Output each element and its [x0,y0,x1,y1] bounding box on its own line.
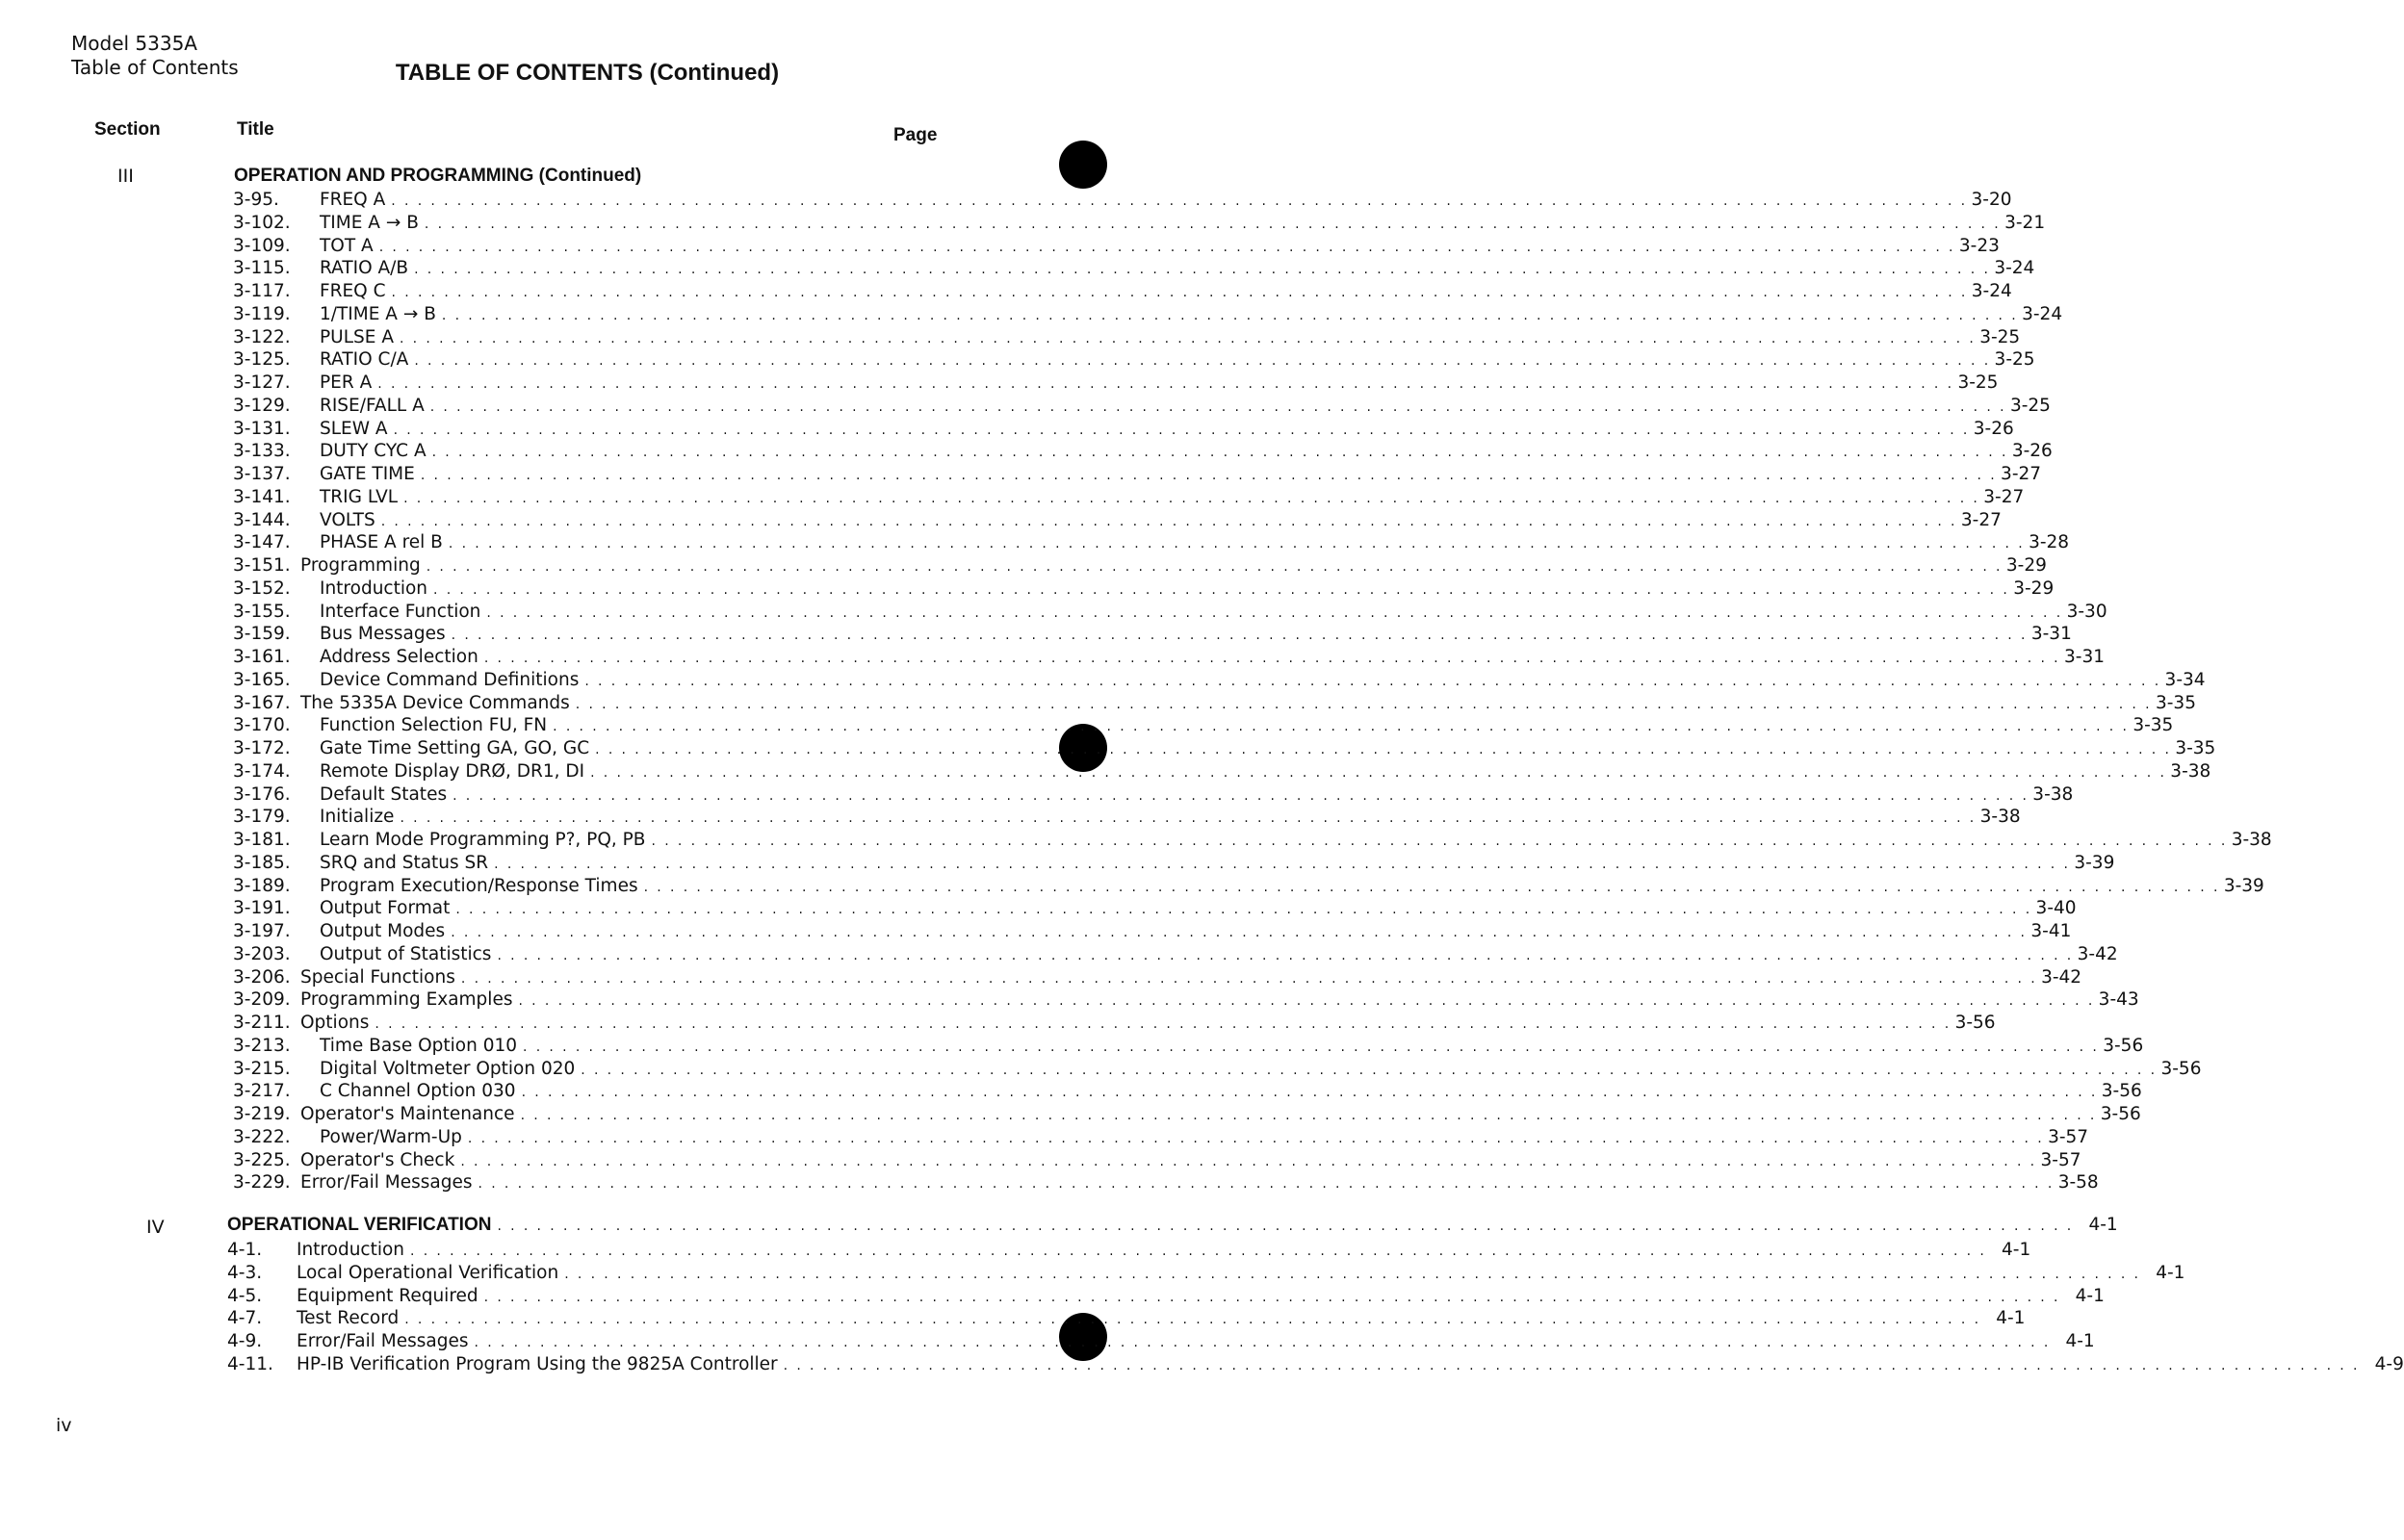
toc-row [233,372,1999,396]
entry-title: GATE TIME [320,464,415,484]
paragraph-number: 3-159. [233,624,291,645]
paragraph-number: 3-131. [233,418,291,439]
document-subtitle: Table of Contents [71,56,239,79]
toc-row [233,441,2053,464]
paragraph-number: 3-137. [233,464,291,484]
paragraph-number: 3-206. [233,966,291,988]
paragraph-number: 3-217. [233,1081,291,1102]
toc-row [233,1035,2144,1059]
entry-page: 3-27 [1960,509,2002,530]
toc-row [233,715,2174,738]
toc-row [233,943,2118,967]
entry-title: Power/Warm-Up [320,1126,462,1147]
dot-leader: . . . . . . . . . . . . . . . . . . . . . . . . . . . . . . . . . . . . . . . . . . . . . . . . . . . . . . . . . . . . . . . . . . . . . . . . . . . . . . . . . . . . . . . . . . . . . . . . . . . . . . . . . . . . . . . . . . . . . . . . [643,879,2220,895]
paragraph-number: 3-109. [233,235,291,256]
entry-page: 3-30 [2066,601,2107,622]
paragraph-number: 3-181. [233,830,291,850]
entry-title: TOT A [320,235,374,256]
entry-title: RISE/FALL A [320,395,425,416]
entry-page: 3-29 [2013,578,2055,599]
section-heading: OPERATIONAL VERIFICATION [227,1215,492,1235]
entry-title: 1/TIME A → B [320,303,436,324]
toc-row [227,1285,2105,1309]
toc-row [233,190,2012,213]
entry-page: 3-31 [2030,624,2072,645]
section-heading: OPERATION AND PROGRAMMING (Continued) [234,166,642,186]
entry-title: Default States [320,783,448,805]
toc-row [233,303,2063,327]
dot-leader: . . . . . . . . . . . . . . . . . . . . . . . . . . . . . . . . . . . . . . . . . . . . . . . . . . . . . . . . . . . . . . . . . . . . . . . . . . . . . . . . . . . . . . . . . . . . . . . . . . . . . . . . . . . . . . . . . . . . . . . . [783,1357,2360,1373]
entry-title: FREQ A [320,190,386,210]
toc-row [233,555,2047,578]
dot-leader: . . . . . . . . . . . . . . . . . . . . . . . . . . . . . . . . . . . . . . . . . . . . . . . . . . . . . . . . . . . . . . . . . . . . . . . . . . . . . . . . . . . . . . . . . . . . . . . . . . . . . . . . . . . . . . . . . . . . . . . . [451,925,2028,940]
paragraph-number: 4-3. [227,1262,263,1283]
entry-title: RATIO A/B [320,258,409,279]
entry-title: Programming [300,555,421,576]
section-number: IV [146,1217,165,1238]
toc-row [233,624,2072,647]
paragraph-number: 3-125. [233,349,291,371]
entry-title: Operator's Check [300,1149,455,1170]
toc-row [233,1172,2099,1195]
dot-leader: . . . . . . . . . . . . . . . . . . . . . . . . . . . . . . . . . . . . . . . . . . . . . . . . . . . . . . . . . . . . . . . . . . . . . . . . . . . . . . . . . . . . . . . . . . . . . . . . . . . . . . . . . . . . . . . . . . . . . . . . [455,902,2032,918]
entry-page: 3-27 [1983,486,2025,507]
paragraph-number: 3-174. [233,760,291,782]
toc-row [233,258,2035,281]
entry-page: 3-25 [2009,395,2051,416]
toc-row [233,1126,2089,1150]
entry-page: 3-25 [1979,326,2021,347]
paragraph-number: 3-119. [233,303,291,324]
binder-hole-mark [1059,141,1107,189]
entry-page: 3-24 [1971,281,2012,301]
entry-page: 3-35 [2155,692,2196,713]
dot-leader: . . . . . . . . . . . . . . . . . . . . . . . . . . . . . . . . . . . . . . . . . . . . . . . . . . . . . . . . . . . . . . . . . . . . . . . . . . . . . . . . . . . . . . . . . . . . . . . . . . . . . . . . . . . . . . . . . . . . . . . . [518,993,2095,1010]
toc-row [233,1081,2142,1104]
dot-leader: . . . . . . . . . . . . . . . . . . . . . . . . . . . . . . . . . . . . . . . . . . . . . . . . . . . . . . . . . . . . . . . . . . . . . . . . . . . . . . . . . . . . . . . . . . . . . . . . . . . . . . . . . . . . . . . . . . . . . . . . [478,1176,2055,1193]
toc-row [233,830,2272,853]
entry-title: Output Format [320,898,451,919]
dot-leader: . . . . . . . . . . . . . . . . . . . . . . . . . . . . . . . . . . . . . . . . . . . . . . . . . . . . . . . . . . . . . . . . . . . . . . . . . . . . . . . . . . . . . . . . . . . . . . . . . . . . . . . . . . . . . . . . . . . . . . . . [460,1153,2037,1169]
entry-page: 3-41 [2030,921,2072,941]
paragraph-number: 3-191. [233,898,291,919]
entry-page: 3-42 [2077,943,2118,964]
dot-leader: . . . . . . . . . . . . . . . . . . . . . . . . . . . . . . . . . . . . . . . . . . . . . . . . . . . . . . . . . . . . . . . . . . . . . . . . . . . . . . . . . . . . . . . . . . . . . . . . . . . . . . . . . . . . . . . . . . . . . . . . [378,239,1955,255]
paragraph-number: 3-222. [233,1126,291,1147]
toc-row [233,692,2196,716]
paragraph-number: 3-141. [233,486,291,507]
toc-row [233,921,2072,944]
entry-page: 3-56 [2103,1035,2144,1056]
section-page: 4-1 [2088,1215,2118,1235]
entry-page: 3-56 [2160,1058,2202,1079]
entry-title: Output of Statistics [320,943,492,964]
paragraph-number: 3-219. [233,1104,291,1124]
toc-row [233,486,2025,510]
toc-row [233,509,2002,533]
entry-page: 3-31 [2064,647,2106,667]
paragraph-number: 3-133. [233,441,291,462]
dot-leader: . . . . . . . . . . . . . . . . . . . . . . . . . . . . . . . . . . . . . . . . . . . . . . . . . . . . . . . . . . . . . . . . . . . . . . . . . . . . . . . . . . . . . . . . . . . . . . . . . . . . . . . . . . . . . . . . . . . . . . . . [590,764,2167,781]
dot-leader: . . . . . . . . . . . . . . . . . . . . . . . . . . . . . . . . . . . . . . . . . . . . . . . . . . . . . . . . . . . . . . . . . . . . . . . . . . . . . . . . . . . . . . . . . . . . . . . . . . . . . . . . . . . . . . . . . . . . . . . . [414,353,1991,370]
entry-page: 3-56 [1954,1013,1996,1033]
entry-title: Output Modes [320,921,446,941]
dot-leader: . . . . . . . . . . . . . . . . . . . . . . . . . . . . . . . . . . . . . . . . . . . . . . . . . . . . . . . . . . . . . . . . . . . . . . . . . . . . . . . . . . . . . . . . . . . . . . . . . . . . . . . . . . . . . . . . . . . . . . . . [497,947,2074,963]
toc-row [233,395,2051,419]
entry-page: 3-56 [2101,1081,2142,1102]
entry-page: 3-26 [2011,441,2053,462]
entry-title: Operator's Maintenance [300,1104,515,1124]
dot-leader: . . . . . . . . . . . . . . . . . . . . . . . . . . . . . . . . . . . . . . . . . . . . . . . . . . . . . . . . . . . . . . . . . . . . . . . . . . . . . . . . . . . . . . . . . . . . . . . . . . . . . . . . . . . . . . . . . . . . . . . . [380,513,1957,529]
entry-page: 4-9 [2374,1353,2404,1374]
paragraph-number: 4-9. [227,1331,263,1351]
toc-row [233,1149,2081,1173]
entry-title: TIME A → B [320,212,419,233]
entry-page: 3-35 [2175,738,2216,758]
dot-leader: . . . . . . . . . . . . . . . . . . . . . . . . . . . . . . . . . . . . . . . . . . . . . . . . . . . . . . . . . . . . . . . . . . . . . . . . . . . . . . . . . . . . . . . . . . . . . . . . . . . . . . . . . . . . . . . . . . . . . . . . [520,1108,2097,1123]
entry-title: SRQ and Status SR [320,852,489,873]
paragraph-number: 3-185. [233,852,291,873]
entry-page: 3-56 [2100,1104,2141,1124]
entry-page: 3-43 [2098,989,2139,1011]
dot-leader: . . . . . . . . . . . . . . . . . . . . . . . . . . . . . . . . . . . . . . . . . . . . . . . . . . . . . . . . . . . . . . . . . . . . . . . . . . . . . . . . . . . . . . . . . . . . . . . . . . . . . . . . . . . . . . . . . . . . . . . . [595,742,2172,757]
entry-page: 3-38 [2170,760,2211,782]
dot-leader: . . . . . . . . . . . . . . . . . . . . . . . . . . . . . . . . . . . . . . . . . . . . . . . . . . . . . . . . . . . . . . . . . . . . . . . . . . . . . . . . . . . . . . . . . . . . . . . . . . . . . . . . . . . . . . . . . . . . . . . . [433,581,2010,598]
entry-page: 3-20 [1971,190,2012,210]
dot-leader: . . . . . . . . . . . . . . . . . . . . . . . . . . . . . . . . . . . . . . . . . . . . . . . . . . . . . . . . . . . . . . . . . . . . . . . . . . . . . . . . . . . . . . . . . . . . . . . . . . . . . . . . . . . . . . . . . . . . . . . . [497,1219,2074,1234]
dot-leader: . . . . . . . . . . . . . . . . . . . . . . . . . . . . . . . . . . . . . . . . . . . . . . . . . . . . . . . . . . . . . . . . . . . . . . . . . . . . . . . . . . . . . . . . . . . . . . . . . . . . . . . . . . . . . . . . . . . . . . . . [391,193,1968,209]
entry-title: VOLTS [320,509,375,530]
paragraph-number: 3-165. [233,669,291,690]
entry-page: 4-1 [2065,1331,2095,1351]
entry-title: Bus Messages [320,624,446,645]
dot-leader: . . . . . . . . . . . . . . . . . . . . . . . . . . . . . . . . . . . . . . . . . . . . . . . . . . . . . . . . . . . . . . . . . . . . . . . . . . . . . . . . . . . . . . . . . . . . . . . . . . . . . . . . . . . . . . . . . . . . . . . . [467,1130,2045,1146]
paragraph-number: 4-11. [227,1353,273,1374]
entry-title: Remote Display DRØ, DR1, DI [320,760,585,782]
dot-leader: . . . . . . . . . . . . . . . . . . . . . . . . . . . . . . . . . . . . . . . . . . . . . . . . . . . . . . . . . . . . . . . . . . . . . . . . . . . . . . . . . . . . . . . . . . . . . . . . . . . . . . . . . . . . . . . . . . . . . . . . [460,970,2038,987]
dot-leader: . . . . . . . . . . . . . . . . . . . . . . . . . . . . . . . . . . . . . . . . . . . . . . . . . . . . . . . . . . . . . . . . . . . . . . . . . . . . . . . . . . . . . . . . . . . . . . . . . . . . . . . . . . . . . . . . . . . . . . . . [377,376,1954,392]
toc-row [233,326,2021,350]
column-header-section: Section [94,119,161,140]
toc-row [233,875,2264,899]
paragraph-number: 3-203. [233,943,291,964]
paragraph-number: 3-225. [233,1149,291,1170]
toc-row [233,418,2014,442]
entry-title: RATIO C/A [320,349,409,371]
dot-leader: . . . . . . . . . . . . . . . . . . . . . . . . . . . . . . . . . . . . . . . . . . . . . . . . . . . . . . . . . . . . . . . . . . . . . . . . . . . . . . . . . . . . . . . . . . . . . . . . . . . . . . . . . . . . . . . . . . . . . . . . [483,1289,2060,1305]
dot-leader: . . . . . . . . . . . . . . . . . . . . . . . . . . . . . . . . . . . . . . . . . . . . . . . . . . . . . . . . . . . . . . . . . . . . . . . . . . . . . . . . . . . . . . . . . . . . . . . . . . . . . . . . . . . . . . . . . . . . . . . . [375,1016,1952,1032]
toc-row [227,1331,2095,1354]
toc-row [227,1240,2031,1263]
paragraph-number: 3-229. [233,1172,291,1194]
paragraph-number: 3-155. [233,601,291,622]
entry-title: Learn Mode Programming P?, PQ, PB [320,830,646,850]
paragraph-number: 3-176. [233,783,291,805]
toc-row [233,783,2074,808]
toc-row [233,532,2070,555]
column-header-title: Title [237,119,274,140]
paragraph-number: 3-213. [233,1035,291,1056]
toc-row [233,1013,1996,1036]
toc-row [233,647,2106,670]
paragraph-number: 3-122. [233,326,291,347]
entry-page: 3-28 [2029,532,2070,553]
paragraph-number: 3-152. [233,578,291,599]
paragraph-number: 3-115. [233,258,291,279]
paragraph-number: 3-117. [233,281,291,301]
paragraph-number: 3-144. [233,509,291,530]
entry-page: 4-1 [2156,1262,2185,1283]
entry-title: Options [300,1013,370,1033]
dot-leader: . . . . . . . . . . . . . . . . . . . . . . . . . . . . . . . . . . . . . . . . . . . . . . . . . . . . . . . . . . . . . . . . . . . . . . . . . . . . . . . . . . . . . . . . . . . . . . . . . . . . . . . . . . . . . . . . . . . . . . . . [521,1085,2098,1101]
paragraph-number: 3-95. [233,190,279,210]
paragraph-number: 3-189. [233,875,291,896]
paragraph-number: 3-167. [233,692,291,713]
entry-page: 3-58 [2057,1172,2099,1194]
dot-leader: . . . . . . . . . . . . . . . . . . . . . . . . . . . . . . . . . . . . . . . . . . . . . . . . . . . . . . . . . . . . . . . . . . . . . . . . . . . . . . . . . . . . . . . . . . . . . . . . . . . . . . . . . . . . . . . . . . . . . . . . [441,307,2019,323]
entry-title: PHASE A rel B [320,532,443,553]
dot-leader: . . . . . . . . . . . . . . . . . . . . . . . . . . . . . . . . . . . . . . . . . . . . . . . . . . . . . . . . . . . . . . . . . . . . . . . . . . . . . . . . . . . . . . . . . . . . . . . . . . . . . . . . . . . . . . . . . . . . . . . . [584,673,2161,689]
entry-page: 3-38 [2231,830,2272,850]
entry-page: 3-21 [2004,212,2046,233]
toc-row [233,898,2077,921]
dot-leader: . . . . . . . . . . . . . . . . . . . . . . . . . . . . . . . . . . . . . . . . . . . . . . . . . . . . . . . . . . . . . . . . . . . . . . . . . . . . . . . . . . . . . . . . . . . . . . . . . . . . . . . . . . . . . . . . . . . . . . . . [451,628,2028,644]
entry-page: 3-57 [2040,1149,2081,1170]
paragraph-number: 3-197. [233,921,291,941]
toc-row [233,349,2035,372]
dot-leader: . . . . . . . . . . . . . . . . . . . . . . . . . . . . . . . . . . . . . . . . . . . . . . . . . . . . . . . . . . . . . . . . . . . . . . . . . . . . . . . . . . . . . . . . . . . . . . . . . . . . . . . . . . . . . . . . . . . . . . . . [486,604,2063,621]
entry-title: Interface Function [320,601,481,622]
toc-row [233,1058,2202,1082]
toc-row [233,578,2055,602]
entry-title: Function Selection FU, FN [320,715,548,736]
entry-page: 3-39 [2074,852,2115,873]
toc-row [227,1353,2404,1377]
entry-page: 3-25 [1994,349,2035,371]
entry-title: C Channel Option 030 [320,1081,516,1102]
dot-leader: . . . . . . . . . . . . . . . . . . . . . . . . . . . . . . . . . . . . . . . . . . . . . . . . . . . . . . . . . . . . . . . . . . . . . . . . . . . . . . . . . . . . . . . . . . . . . . . . . . . . . . . . . . . . . . . . . . . . . . . . [391,285,1968,300]
toc-row [233,464,2042,487]
paragraph-number: 3-215. [233,1058,291,1079]
dot-leader: . . . . . . . . . . . . . . . . . . . . . . . . . . . . . . . . . . . . . . . . . . . . . . . . . . . . . . . . . . . . . . . . . . . . . . . . . . . . . . . . . . . . . . . . . . . . . . . . . . . . . . . . . . . . . . . . . . . . . . . . [404,1312,1981,1328]
paragraph-number: 3-170. [233,715,291,736]
page-title: TABLE OF CONTENTS (Continued) [395,60,780,86]
section-number: III [117,166,134,187]
toc-row [233,966,2082,990]
paragraph-number: 3-147. [233,532,291,553]
entry-title: Introduction [320,578,428,599]
toc-row [233,852,2115,876]
dot-leader: . . . . . . . . . . . . . . . . . . . . . . . . . . . . . . . . . . . . . . . . . . . . . . . . . . . . . . . . . . . . . . . . . . . . . . . . . . . . . . . . . . . . . . . . . . . . . . . . . . . . . . . . . . . . . . . . . . . . . . . . [399,330,1977,346]
entry-page: 3-23 [1958,235,2000,256]
entry-page: 4-1 [2002,1240,2031,1260]
entry-title: SLEW A [320,418,388,439]
dot-leader: . . . . . . . . . . . . . . . . . . . . . . . . . . . . . . . . . . . . . . . . . . . . . . . . . . . . . . . . . . . . . . . . . . . . . . . . . . . . . . . . . . . . . . . . . . . . . . . . . . . . . . . . . . . . . . . . . . . . . . . . [651,834,2228,849]
dot-leader: . . . . . . . . . . . . . . . . . . . . . . . . . . . . . . . . . . . . . . . . . . . . . . . . . . . . . . . . . . . . . . . . . . . . . . . . . . . . . . . . . . . . . . . . . . . . . . . . . . . . . . . . . . . . . . . . . . . . . . . . [424,216,2002,232]
entry-page: 4-1 [2075,1285,2105,1306]
entry-page: 3-24 [1994,258,2035,279]
entry-title: Address Selection [320,647,478,667]
toc-row [233,989,2139,1013]
dot-leader: . . . . . . . . . . . . . . . . . . . . . . . . . . . . . . . . . . . . . . . . . . . . . . . . . . . . . . . . . . . . . . . . . . . . . . . . . . . . . . . . . . . . . . . . . . . . . . . . . . . . . . . . . . . . . . . . . . . . . . . . [414,262,1991,278]
entry-title: Program Execution/Response Times [320,875,638,896]
entry-title: Error/Fail Messages [297,1331,469,1351]
dot-leader: . . . . . . . . . . . . . . . . . . . . . . . . . . . . . . . . . . . . . . . . . . . . . . . . . . . . . . . . . . . . . . . . . . . . . . . . . . . . . . . . . . . . . . . . . . . . . . . . . . . . . . . . . . . . . . . . . . . . . . . . [581,1062,2158,1078]
toc-row [233,760,2211,784]
entry-title: Initialize [320,807,395,828]
entry-page: 3-27 [2001,464,2042,484]
paragraph-number: 4-5. [227,1285,263,1306]
entry-page: 3-57 [2048,1126,2089,1147]
toc-row [227,1262,2185,1286]
dot-leader: . . . . . . . . . . . . . . . . . . . . . . . . . . . . . . . . . . . . . . . . . . . . . . . . . . . . . . . . . . . . . . . . . . . . . . . . . . . . . . . . . . . . . . . . . . . . . . . . . . . . . . . . . . . . . . . . . . . . . . . . [410,1244,1987,1259]
toc-row [233,601,2107,625]
entry-title: Local Operational Verification [297,1262,559,1283]
toc-row [233,1104,2141,1127]
entry-title: Equipment Required [297,1285,478,1306]
toc-row [233,281,2012,304]
dot-leader: . . . . . . . . . . . . . . . . . . . . . . . . . . . . . . . . . . . . . . . . . . . . . . . . . . . . . . . . . . . . . . . . . . . . . . . . . . . . . . . . . . . . . . . . . . . . . . . . . . . . . . . . . . . . . . . . . . . . . . . . [494,856,2071,872]
dot-leader: . . . . . . . . . . . . . . . . . . . . . . . . . . . . . . . . . . . . . . . . . . . . . . . . . . . . . . . . . . . . . . . . . . . . . . . . . . . . . . . . . . . . . . . . . . . . . . . . . . . . . . . . . . . . . . . . . . . . . . . . [400,810,1977,827]
entry-title: HP-IB Verification Program Using the 9825A Controller [297,1353,778,1374]
entry-page: 3-42 [2041,966,2082,988]
entry-title: Test Record [297,1308,400,1329]
toc-row [233,807,2021,830]
entry-title: Programming Examples [300,989,513,1011]
entry-page: 3-25 [1957,372,1999,393]
entry-page: 3-26 [1973,418,2014,439]
entry-title: TRIG LVL [320,486,399,507]
dot-leader: . . . . . . . . . . . . . . . . . . . . . . . . . . . . . . . . . . . . . . . . . . . . . . . . . . . . . . . . . . . . . . . . . . . . . . . . . . . . . . . . . . . . . . . . . . . . . . . . . . . . . . . . . . . . . . . . . . . . . . . . [575,696,2152,712]
entry-page: 3-39 [2223,875,2264,896]
dot-leader: . . . . . . . . . . . . . . . . . . . . . . . . . . . . . . . . . . . . . . . . . . . . . . . . . . . . . . . . . . . . . . . . . . . . . . . . . . . . . . . . . . . . . . . . . . . . . . . . . . . . . . . . . . . . . . . . . . . . . . . . [429,398,2006,415]
paragraph-number: 3-172. [233,738,291,758]
entry-title: Device Command Definitions [320,669,580,690]
section-heading-row [227,1215,2118,1238]
entry-title: The 5335A Device Commands [300,692,570,713]
entry-page: 3-38 [1979,807,2021,828]
entry-page: 3-40 [2035,898,2077,919]
entry-page: 3-29 [2005,555,2047,576]
paragraph-number: 3-179. [233,807,291,828]
dot-leader: . . . . . . . . . . . . . . . . . . . . . . . . . . . . . . . . . . . . . . . . . . . . . . . . . . . . . . . . . . . . . . . . . . . . . . . . . . . . . . . . . . . . . . . . . . . . . . . . . . . . . . . . . . . . . . . . . . . . . . . . [420,468,1998,483]
dot-leader: . . . . . . . . . . . . . . . . . . . . . . . . . . . . . . . . . . . . . . . . . . . . . . . . . . . . . . . . . . . . . . . . . . . . . . . . . . . . . . . . . . . . . . . . . . . . . . . . . . . . . . . . . . . . . . . . . . . . . . . . [553,719,2130,735]
dot-leader: . . . . . . . . . . . . . . . . . . . . . . . . . . . . . . . . . . . . . . . . . . . . . . . . . . . . . . . . . . . . . . . . . . . . . . . . . . . . . . . . . . . . . . . . . . . . . . . . . . . . . . . . . . . . . . . . . . . . . . . . [403,490,1980,506]
entry-page: 4-1 [1996,1308,2026,1329]
toc-row [227,1308,2026,1331]
entry-title: PER A [320,372,373,393]
page-number: iv [56,1415,72,1436]
toc-row [233,212,2046,236]
dot-leader: . . . . . . . . . . . . . . . . . . . . . . . . . . . . . . . . . . . . . . . . . . . . . . . . . . . . . . . . . . . . . . . . . . . . . . . . . . . . . . . . . . . . . . . . . . . . . . . . . . . . . . . . . . . . . . . . . . . . . . . . [483,651,2061,666]
paragraph-number: 4-7. [227,1308,263,1329]
entry-title: Special Functions [300,966,455,988]
paragraph-number: 3-211. [233,1013,291,1033]
dot-leader: . . . . . . . . . . . . . . . . . . . . . . . . . . . . . . . . . . . . . . . . . . . . . . . . . . . . . . . . . . . . . . . . . . . . . . . . . . . . . . . . . . . . . . . . . . . . . . . . . . . . . . . . . . . . . . . . . . . . . . . . [426,559,2003,575]
entry-page: 3-24 [2022,303,2063,324]
paragraph-number: 3-129. [233,395,291,416]
model-label: Model 5335A [71,32,197,55]
dot-leader: . . . . . . . . . . . . . . . . . . . . . . . . . . . . . . . . . . . . . . . . . . . . . . . . . . . . . . . . . . . . . . . . . . . . . . . . . . . . . . . . . . . . . . . . . . . . . . . . . . . . . . . . . . . . . . . . . . . . . . . . [452,787,2029,804]
entry-page: 3-34 [2164,669,2206,690]
dot-leader: . . . . . . . . . . . . . . . . . . . . . . . . . . . . . . . . . . . . . . . . . . . . . . . . . . . . . . . . . . . . . . . . . . . . . . . . . . . . . . . . . . . . . . . . . . . . . . . . . . . . . . . . . . . . . . . . . . . . . . . . [431,445,2008,461]
entry-page: 3-38 [2032,783,2074,805]
paragraph-number: 3-209. [233,989,291,1011]
toc-row [233,235,2000,259]
dot-leader: . . . . . . . . . . . . . . . . . . . . . . . . . . . . . . . . . . . . . . . . . . . . . . . . . . . . . . . . . . . . . . . . . . . . . . . . . . . . . . . . . . . . . . . . . . . . . . . . . . . . . . . . . . . . . . . . . . . . . . . . [564,1266,2141,1282]
toc-row [233,738,2216,761]
column-header-page: Page [893,125,938,145]
dot-leader: . . . . . . . . . . . . . . . . . . . . . . . . . . . . . . . . . . . . . . . . . . . . . . . . . . . . . . . . . . . . . . . . . . . . . . . . . . . . . . . . . . . . . . . . . . . . . . . . . . . . . . . . . . . . . . . . . . . . . . . . [474,1335,2051,1350]
entry-title: Time Base Option 010 [320,1035,518,1056]
dot-leader: . . . . . . . . . . . . . . . . . . . . . . . . . . . . . . . . . . . . . . . . . . . . . . . . . . . . . . . . . . . . . . . . . . . . . . . . . . . . . . . . . . . . . . . . . . . . . . . . . . . . . . . . . . . . . . . . . . . . . . . . [523,1039,2100,1055]
entry-title: FREQ C [320,281,386,301]
entry-title: Gate Time Setting GA, GO, GC [320,738,590,758]
entry-title: PULSE A [320,326,394,347]
toc-row [233,669,2206,693]
paragraph-number: 3-161. [233,647,291,667]
paragraph-number: 3-102. [233,212,291,233]
entry-page: 3-35 [2133,715,2174,736]
entry-title: Introduction [297,1240,405,1260]
paragraph-number: 4-1. [227,1240,263,1260]
entry-title: DUTY CYC A [320,441,427,462]
paragraph-number: 3-127. [233,372,291,393]
entry-title: Error/Fail Messages [300,1172,473,1194]
entry-title: Digital Voltmeter Option 020 [320,1058,576,1079]
paragraph-number: 3-151. [233,555,291,576]
dot-leader: . . . . . . . . . . . . . . . . . . . . . . . . . . . . . . . . . . . . . . . . . . . . . . . . . . . . . . . . . . . . . . . . . . . . . . . . . . . . . . . . . . . . . . . . . . . . . . . . . . . . . . . . . . . . . . . . . . . . . . . . [393,422,1970,438]
dot-leader: . . . . . . . . . . . . . . . . . . . . . . . . . . . . . . . . . . . . . . . . . . . . . . . . . . . . . . . . . . . . . . . . . . . . . . . . . . . . . . . . . . . . . . . . . . . . . . . . . . . . . . . . . . . . . . . . . . . . . . . . [448,536,2026,552]
